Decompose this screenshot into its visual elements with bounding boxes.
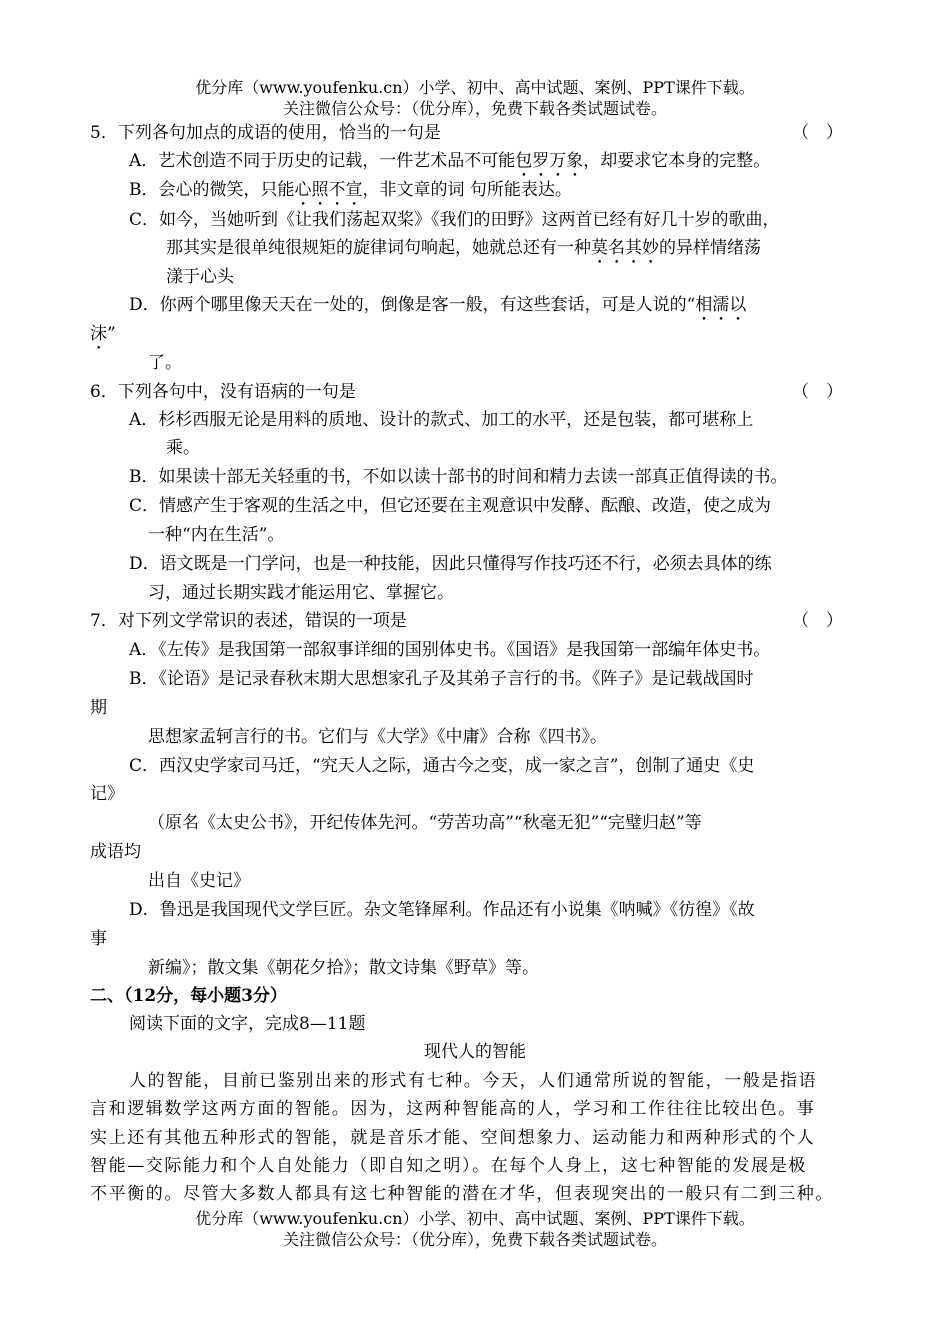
passage-line-4: 智能—交际能力和个人自处能力（即自知之明）。在每个人身上，这七种智能的发展是极 xyxy=(90,1156,807,1176)
q5-option-c-line1: C．如今，当她听到《让我们荡起双桨》《我们的田野》这两首已经有好几十岁的歌曲， xyxy=(129,210,780,230)
q5-c-text-post: 的异样情绪荡 xyxy=(659,238,761,258)
q6-option-c-line1: C．情感产生于客观的生活之中，但它还要在主观意识中发酵、酝酿、改造，使之成为 xyxy=(129,496,772,516)
passage-line-3: 实上还有其他五种形式的智能，就是音乐才能、空间想象力、运动能力和两种形式的个人 xyxy=(90,1128,816,1148)
q5-a-dotted-idiom: 包罗万象 xyxy=(515,151,584,171)
header-banner-line2: 关注微信公众号：（优分库），免费下载各类试题试卷。 xyxy=(282,99,667,118)
q5-option-d-line1 xyxy=(129,294,746,325)
q6-option-c-line2: 一种“内在生活”。 xyxy=(148,525,285,545)
q7-stem: 7．对下列文学常识的表述，错误的一项是 xyxy=(90,611,407,631)
q5-option-d-line3: 了。 xyxy=(148,353,182,373)
footer-banner-line1: 优分库（www.youfenku.cn）小学、初中、高中试题、案例、PPT课件下载。 xyxy=(195,1209,755,1228)
q6-option-b: B．如果读十部无关轻重的书，不如以读十部书的时间和精力去读一部真正值得读的书。 xyxy=(129,467,788,487)
q5-option-c-line3: 漾于心头 xyxy=(166,267,234,287)
passage-line-5: 不平衡的。尽管大多数人都具有这七种智能的潜在才华，但表现突出的一般只有二到三种。 xyxy=(90,1184,834,1204)
q7-option-b-line1: B．《论语》是记录春秋末期大思想家孔子及其弟子言行的书。《阵子》是记载战国时 xyxy=(129,669,754,689)
q5-d-text-pre: D．你两个哪里像天天在一处的，倒像是客一般，有这些套话，可是人说的“ xyxy=(129,295,696,315)
q5-d-text-post: ” xyxy=(107,324,116,344)
q6-option-a-line2: 乘。 xyxy=(166,438,200,458)
q6-option-d-line2: 习，通过长期实践才能运用它、掌握它。 xyxy=(148,583,454,603)
q5-option-b xyxy=(129,179,572,210)
q7-option-c-line1: C．西汉史学家司马迁，“究天人之际，通古今之变，成一家之言”，创制了通史《史 xyxy=(129,756,755,776)
q7-option-d-line2: 事 xyxy=(90,929,107,949)
q6-option-a-line1: A．杉杉西服无论是用料的质地、设计的款式、加工的水平，还是包装，都可堪称上 xyxy=(129,410,754,430)
q7-option-c-line4: 成语均 xyxy=(90,842,141,862)
q7-answer-paren: （ ） xyxy=(792,611,843,631)
q5-option-d-line2 xyxy=(90,323,116,354)
q5-d-dotted-idiom-part2: 沫 xyxy=(90,324,107,344)
passage-line-2: 言和逻辑数学这两方面的智能。因为，这两种智能高的人，学习和工作往往比较出色。事 xyxy=(90,1099,816,1119)
q7-option-c-line5: 出自《史记》 xyxy=(148,871,250,891)
q5-b-text-pre: B．会心的微笑，只能 xyxy=(129,180,295,200)
q5-option-c-line2 xyxy=(166,237,761,268)
q5-c-text-pre: 那其实是很单纯很规矩的旋律词句响起，她就总还有一种 xyxy=(166,238,591,258)
q5-a-text-post: ，却要求它本身的完整。 xyxy=(583,151,771,171)
footer-banner-line2: 关注微信公众号：（优分库），免费下载各类试题试卷。 xyxy=(282,1230,667,1249)
q7-option-c-line3: （原名《太史公书》，开纪传体先河。“劳苦功高”“秋毫无犯”“完璧归赵”等 xyxy=(148,813,702,833)
q5-b-dotted-idiom: 心照不宣 xyxy=(294,180,363,200)
q7-option-d-line1: D．鲁迅是我国现代文学巨匠。杂文笔锋犀利。作品还有小说集《呐喊》《彷徨》《故 xyxy=(129,900,755,920)
passage-title: 现代人的智能 xyxy=(424,1042,526,1062)
q5-c-dotted-idiom: 莫名其妙 xyxy=(591,238,659,258)
q5-b-text-post: ，非文章的词 句所能表达。 xyxy=(362,180,572,200)
header-banner-line1: 优分库（www.youfenku.cn）小学、初中、高中试题、案例、PPT课件下载。 xyxy=(195,78,755,97)
q5-answer-paren: （ ） xyxy=(792,123,843,143)
q5-option-a xyxy=(129,150,770,181)
q5-a-text-pre: A．艺术创造不同于历史的记载，一件艺术品不可能 xyxy=(129,151,516,171)
q7-option-d-line3: 新编》；散文集《朝花夕拾》；散文诗集《野草》等。 xyxy=(148,958,539,978)
q5-d-dotted-idiom-part1: 相濡以 xyxy=(695,295,747,315)
q6-option-d-line1: D．语文既是一门学问，也是一种技能，因此只懂得写作技巧还不行，必须去具体的练 xyxy=(129,554,772,574)
q5-stem: 5．下列各句加点的成语的使用，恰当的一句是 xyxy=(90,123,441,143)
q6-stem: 6．下列各句中，没有语病的一句是 xyxy=(90,382,356,402)
q7-option-b-line2: 期 xyxy=(90,698,107,718)
section-2-instruction: 阅读下面的文字，完成8—11题 xyxy=(129,1014,366,1034)
q6-answer-paren: （ ） xyxy=(792,382,843,402)
q7-option-a: A．《左传》是我国第一部叙事详细的国别体史书。《国语》是我国第一部编年体史书。 xyxy=(129,640,771,660)
section-2-heading: 二、（12分，每小题3分） xyxy=(90,986,287,1006)
passage-line-1: 人的智能，目前已鉴别出来的形式有七种。今天，人们通常所说的智能，一般是指语 xyxy=(129,1071,818,1091)
q7-option-c-line2: 记》 xyxy=(90,784,124,804)
q7-option-b-line3: 思想家孟轲言行的书。它们与《大学》《中庸》合称《四书》。 xyxy=(148,727,607,747)
